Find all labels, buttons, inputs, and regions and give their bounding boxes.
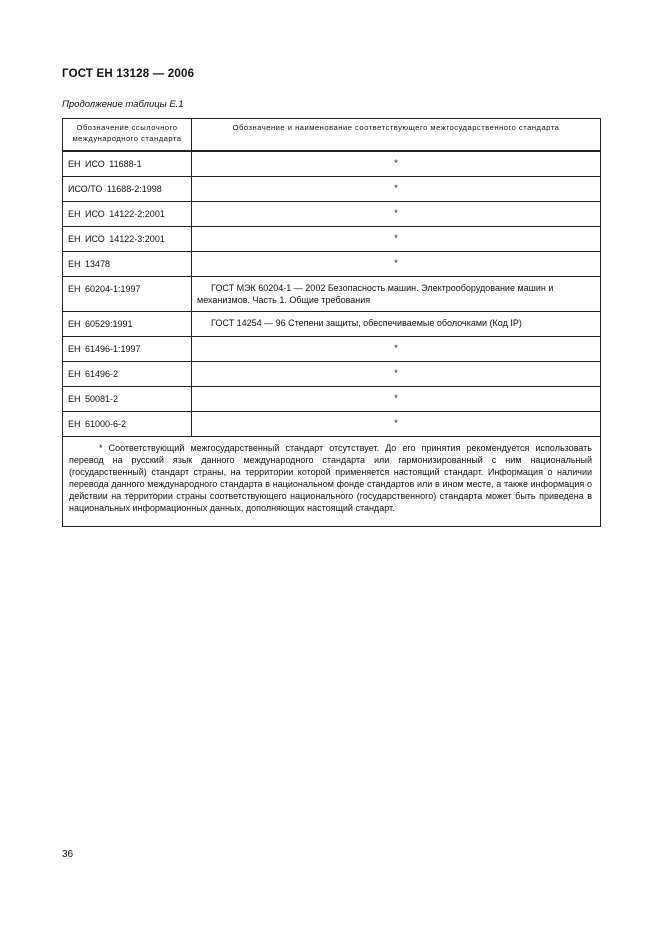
standards-table <box>62 118 601 527</box>
reference-code: ЕН 61496-2 <box>63 362 192 387</box>
table-row <box>63 277 601 312</box>
reference-code: ИСО/ТО 11688-2:1998 <box>63 177 192 202</box>
reference-code: ЕН 60204-1:1997 <box>63 277 192 312</box>
interstate-standard: * <box>192 337 601 362</box>
table-footnote: * Соответствующий межгосударственный стандарт отсутствует. До его принятия рекомендуется использовать перевод на русский язык данного международного стандарта или гармонизированный с ним национальный (государственный) стандарт страны, на территории которой применяется настоящий стандарт. Информация о наличии перевода данного международного стандарта в национальном фонде стандартов или в ином месте, а также информация о действии на территории страны соответствующего национального (государственного) стандарта может быть приведена в национальных информационных данных, дополняющих настоящий стандарт. <box>63 437 601 527</box>
reference-code: ЕН 60529:1991 <box>63 312 192 337</box>
header-reference-standard: Обозначение ссылочного международного стандарта <box>63 119 192 152</box>
interstate-standard: * <box>192 177 601 202</box>
table-row <box>63 337 601 362</box>
table-caption: Продолжение таблицы Е.1 <box>62 99 184 110</box>
reference-code: ЕН 13478 <box>63 252 192 277</box>
table-row <box>63 252 601 277</box>
interstate-standard-text: ГОСТ МЭК 60204-1 — 2002 Безопасность машин. Электрооборудование машин и механизмов. Часть 1. Общие требования <box>197 283 554 305</box>
reference-code: ЕН 61000-6-2 <box>63 412 192 437</box>
table-row <box>63 202 601 227</box>
interstate-standard: * <box>192 151 601 177</box>
reference-code: ЕН ИСО 14122-3:2001 <box>63 227 192 252</box>
interstate-standard <box>192 312 601 337</box>
table-row <box>63 387 601 412</box>
interstate-standard: * <box>192 387 601 412</box>
reference-code: ЕН ИСО 14122-2:2001 <box>63 202 192 227</box>
table-row <box>63 412 601 437</box>
reference-code: ЕН 50081-2 <box>63 387 192 412</box>
interstate-standard: * <box>192 252 601 277</box>
table-row <box>63 151 601 177</box>
interstate-standard: * <box>192 412 601 437</box>
table-row <box>63 312 601 337</box>
page-number: 36 <box>62 849 74 860</box>
interstate-standard: * <box>192 202 601 227</box>
footnote-row <box>63 437 601 527</box>
table-header-row <box>63 119 601 152</box>
table-row <box>63 177 601 202</box>
interstate-standard: * <box>192 227 601 252</box>
header-interstate-standard: Обозначение и наименование соответствующего межгосударственного стандарта <box>192 119 601 152</box>
interstate-standard-text: ГОСТ 14254 — 96 Степени защиты, обеспечиваемые оболочками (Код IP) <box>211 318 522 328</box>
reference-code: ЕН ИСО 11688-1 <box>63 151 192 177</box>
document-title: ГОСТ ЕН 13128 — 2006 <box>62 68 195 80</box>
reference-code: ЕН 61496-1:1997 <box>63 337 192 362</box>
table-row <box>63 227 601 252</box>
interstate-standard: * <box>192 362 601 387</box>
interstate-standard <box>192 277 601 312</box>
table-row <box>63 362 601 387</box>
